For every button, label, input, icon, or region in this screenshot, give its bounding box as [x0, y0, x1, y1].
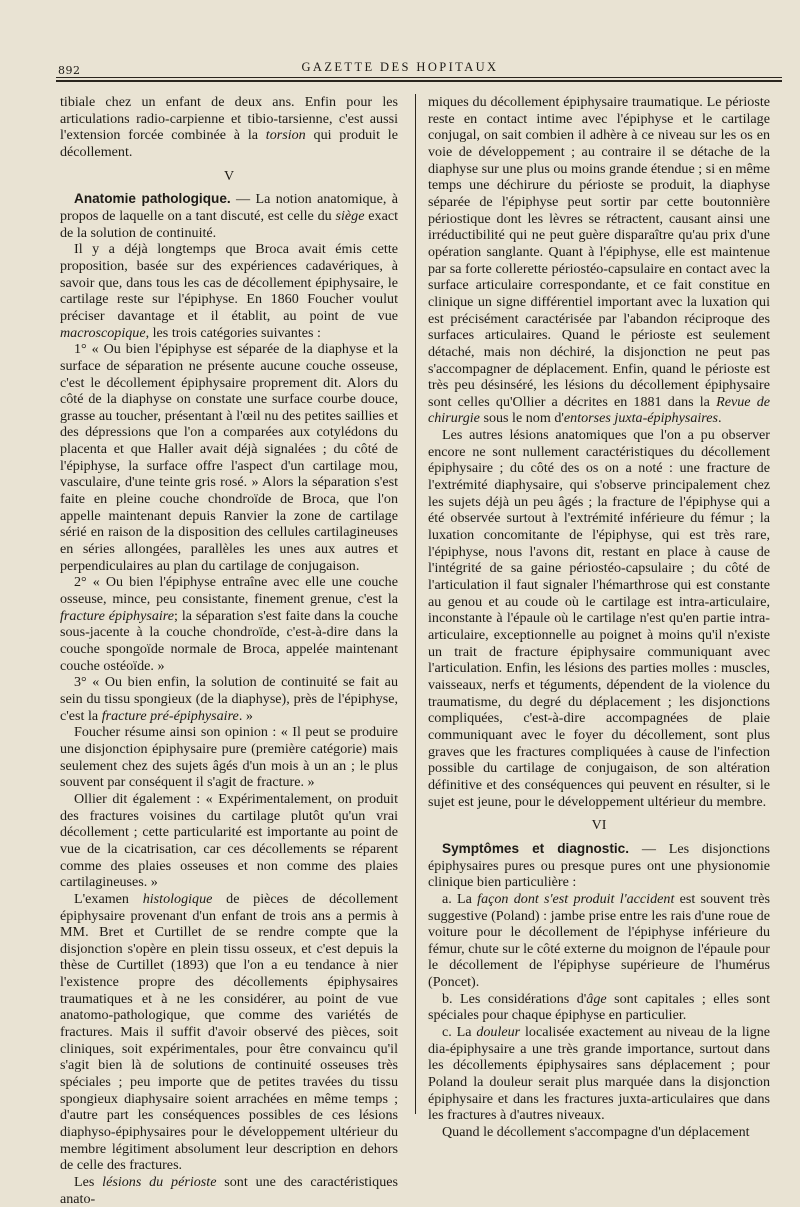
paragraph-category-2: 2° « Ou bien l'épiphyse entraîne avec elle une couche osseuse, mince, peu consistante, finement grenue, c'est la fracture épiphysaire; la séparation s'est faite dans la couche sous-jacente à la couche chondroïde, c'est-à-dire dans la couche spongoïde normale de Broca, appelée maintenant couche ostéoïde. »: [60, 574, 399, 674]
paragraph-item-a: a. La façon dont s'est produit l'accident est souvent très suggestive (Poland) : jambe prise entre les rais d'une roue de voiture pour le décollement de l'épiphyse inférieure du fémur, chute sur le côté externe du moignon de l'épaule pour le décollement de l'épiphyse supérieure de l'humérus (Poncet).: [428, 890, 771, 991]
paragraph-anatomie: Anatomie pathologique. — La notion anatomique, à propos de laquelle on a tant discuté, est celle du siège exact de la solution de continuité.: [60, 191, 398, 241]
paragraph-foucher: Foucher résume ainsi son opinion : « Il peut se produire une disjonction épiphysaire pure (première catégorie) mais seulement chez des sujets âgés d'un mois à un an ; le plus souvent par conséquent il s'agit de fracture. »: [60, 724, 398, 791]
paragraph-item-b: b. Les considérations d'âge sont capitales ; elles sont spéciales pour chaque épiphyse en particulier.: [428, 990, 770, 1024]
paragraph-item-c: c. La douleur localisée exactement au niveau de la ligne dia-épiphysaire a une très grande importance, surtout dans les décollements épiphysaires sans déplacement ; pour Poland la douleur serait plus marquée dans la disjonction épiphysaire et dans les fractures juxta-articulaires que dans les fractures à d'autres niveaux.: [428, 1024, 770, 1124]
paragraph-ollier: Ollier dit également : « Expérimentalement, on produit des fractures voisines du cartilage plutôt qu'un vrai décollement ; cette particularité est importante au point de vue de la cicatrisation, car ces décollements se réparent comme des plaies osseuses et non comme des plaies cartilagineuses. »: [60, 790, 398, 891]
journal-title: GAZETTE DES HOPITAUX: [301, 60, 499, 74]
column-divider: [415, 94, 416, 1114]
paragraph-symptomes: Symptômes et diagnostic. — Les disjonctions épiphysaires pures ou presque pures ont une physionomie clinique bien particulière :: [428, 840, 770, 891]
right-column: [428, 94, 771, 1141]
paragraph-category-3: 3° « Ou bien enfin, la solution de continuité se fait au sein du tissu spongieux (de la diaphyse), près de l'épiphyse, c'est la fracture pré-épiphysaire. »: [60, 674, 398, 724]
paragraph-broca: Il y a déjà longtemps que Broca avait émis cette proposition, basée sur des expériences cadavériques, à savoir que, dans tous les cas de décollement épiphysaire, le cartilage reste sur l'épiphyse. En 1860 Foucher voulut préciser davantage et il établit, au point de vue macroscopique, les trois catégories suivantes :: [60, 241, 398, 341]
paragraph-final: Quand le décollement s'accompagne d'un déplacement: [442, 1124, 750, 1141]
header-rule-thin: [56, 77, 782, 78]
paragraph-category-1: 1° « Ou bien l'épiphyse est séparée de la diaphyse et la surface de séparation ne présente aucune couche osseuse, c'est le décollement épiphysaire proprement dit. Alors du côté de la diaphyse on constate une surface courbe douce, grasse au toucher, présentant à l'œil nu des petites saillies et des dépressions que l'on a comparées aux cotylédons du placenta et que Haller avait déjà signalées ; du côté de l'épiphyse, la surface offre l'aspect d'un cartilage mou, vasculaire, d'une teinte gris rosé. » Alors la séparation s'est faite en pleine couche chondroïde de Broca, que l'on appelle maintenant depuis Ranvier la zone de cartilage sérié en raison de la disposition des cellules cartilagineuses en séries allongées, parallèles les unes aux autres et perpendiculaires au plan du cartilage de conjugaison.: [60, 341, 398, 574]
paragraph-histologique: L'examen histologique de pièces de décollement épiphysaire provenant d'un enfant de trois ans a permis à MM. Bret et Curtillet de se rendre compte que la disjonction s'opère en plein tissu osseux, et c'est depuis la thèse de Curtillet (1893) que l'on a eu tendance à nier l'existence propre des décollements épiphysaires traumatiques et à ne les considérer, au point de vue anatomo-pathologique, que comme des variétés de fractures. Mais il suffit d'avoir observé des pièces, soit cliniques, soit expérimentales, pour être convaincu qu'il s'agit bien là de solutions de continuité osseuses très spéciales ; peu importe que de petites travées du tissu spongieux diaphysaire soient arrachées en même temps ; d'autre part les conséquences possibles de ces lésions diaphyso-épiphysaires pour le développement ultérieur du membre légitiment absolument leur description en dehors de celle des fractures.: [60, 890, 399, 1174]
section-number-vi: VI: [591, 818, 607, 834]
paragraph-intro: tibiale chez un enfant de deux ans. Enfin pour les articulations radio-carpienne et tibio-tarsienne, c'est aussi l'extension forcée combinée à la torsion qui produit le décollement.: [60, 94, 398, 160]
section-heading-anatomie: Anatomie pathologique.: [74, 191, 231, 207]
header-rule-thick: [56, 80, 782, 82]
section-number-v: V: [223, 168, 235, 184]
left-column: [60, 94, 399, 1207]
section-heading-symptomes: Symptômes et diagnostic.: [442, 840, 630, 856]
page-number: 892: [58, 64, 81, 77]
paragraph-lesions-perioste: Les lésions du périoste sont une des caractéristiques anato-: [60, 1174, 398, 1207]
paragraph-continuation: miques du décollement épiphysaire traumatique. Le périoste reste en contact intime avec l'épiphyse et le cartilage conjugal, on sait combien il adhère à ce niveau sur les os en voie de développement ; au contraire il se détache de la diaphyse sur une plus ou moins grande étendue ; si en même temps une déchirure du périoste se produit, la diaphyse séparée de l'épiphyse peut sortir par cette boutonnière périostique dont les lèvres se rétractent, causant ainsi une irréductibilité qui ne peut guère disparaître qu'au prix d'une opération sanglante. Quant à l'épiphyse, elle est maintenue par sa forte collerette périostéo-capsulaire en contact avec la surface articulaire correspondante, et ce fait constitue en clinique un signe différentiel important avec la luxation qui est précisément caractérisée par l'abandon réciproque des surfaces articulaires. Quand le périoste est seulement détaché, mais non déchiré, la disjonction ne peut pas s'accompagner de déplacement. Enfin, quand le périoste est très peu désinséré, les lésions du décollement épiphysaire sont celles qu'Ollier a décrites en 1881 dans la Revue de chirurgie sous le nom d'entorses juxta-épiphysaires.: [428, 94, 770, 427]
paragraph-autres-lesions: Les autres lésions anatomiques que l'on a pu observer encore ne sont nullement caractéristiques du décollement épiphysaire ; du côté des os on a noté : une fracture de l'extrémité diaphysaire, qui s'observe principalement chez les sujets déjà un peu âgés ; la fracture de l'épiphyse qui a été observée surtout à l'extrémité inférieure du fémur ; la luxation concomitante de l'épiphyse, qui est très rare, l'épiphyse, nous l'avons dit, restant en place à cause de l'intégrité de sa gaine périostéo-capsulaire ; du côté de l'articulation il faut signaler l'hémarthrose qui est constante au genou et au coude où le cartilage est intra-articulaire, inconstante à l'épaule où le cartilage n'est qu'en partie intra-articulaire, exceptionnelle au poignet à moins qu'il n'existe un trait de fracture épiphysaire communiquant avec l'articulation. Enfin, les lésions des parties molles : muscles, vaisseaux, nerfs et téguments, dépendent de la violence du traumatisme, du degré du déplacement ; les disjonctions compliquées, c'est-à-dire accompagnées de plaie communiquant avec le foyer du décollement, sont plus graves que les fractures compliquées à cause de l'infection possible du cartilage de conjugaison, de son altération définitive et des conséquences qui peuvent en résulter, si le sujet est jeune, pour le développement ultérieur du membre.: [428, 427, 770, 810]
